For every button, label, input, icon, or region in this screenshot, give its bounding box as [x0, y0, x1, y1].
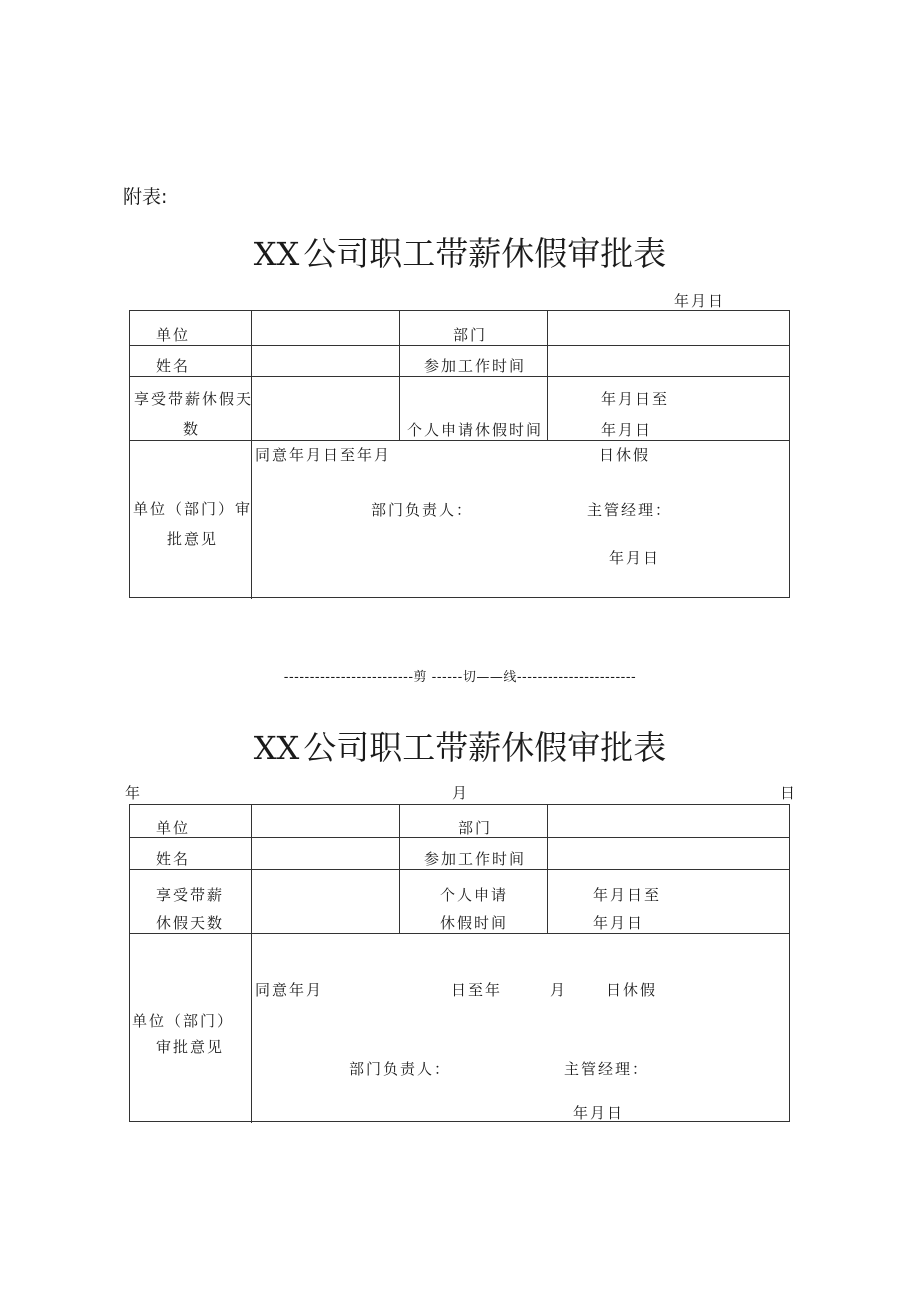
- form2-table: [129, 804, 790, 1122]
- form2-date-from: 年月日至: [593, 886, 662, 904]
- appendix-label: 附表:: [123, 186, 168, 208]
- form1-agree-text: 同意年月日至年月: [255, 446, 392, 464]
- form2-name-label: 姓名: [156, 850, 191, 868]
- form2-date-year: 年: [125, 784, 143, 802]
- form2-request-label-line1: 个人申请: [440, 886, 509, 904]
- form1-request-time-label: 个人申请休假时间: [407, 421, 544, 439]
- form2-approval-label-line1: 单位（部门）: [132, 1012, 235, 1030]
- form2-sign-date: 年月日: [573, 1104, 625, 1122]
- form2-unit-label: 单位: [156, 819, 191, 837]
- form1-title-main: 公司职工带薪休假审批表: [303, 234, 667, 273]
- form2-dept-head-label: 部门负责人：: [349, 1060, 452, 1078]
- form1-agree-tail: 日休假: [599, 446, 651, 464]
- form1-col-divider: [399, 311, 400, 440]
- form2-date-to: 年月日: [593, 914, 645, 932]
- form2-date-day: 日: [780, 784, 798, 802]
- form2-request-label-line2: 休假时间: [440, 914, 509, 932]
- form2-manager-label: 主管经理：: [564, 1060, 650, 1078]
- form1-work-start-label: 参加工作时间: [424, 357, 527, 375]
- form2-agree-part1: 同意年月: [255, 981, 324, 999]
- form1-col-divider: [547, 311, 548, 440]
- form1-paid-days-label-line1: 享受带薪休假天: [134, 390, 254, 408]
- form1-row-divider: [130, 345, 789, 346]
- form2-date-month: 月: [452, 784, 470, 802]
- form1-dept-head-label: 部门负责人：: [371, 501, 474, 519]
- form2-col-divider: [547, 805, 548, 933]
- form2-row-divider: [130, 869, 789, 870]
- form1-approval-label-line1: 单位（部门）审: [133, 500, 253, 518]
- form2-paid-days-label-line1: 享受带薪: [156, 886, 225, 904]
- form1-unit-label: 单位: [156, 326, 191, 344]
- form1-table: [129, 310, 790, 598]
- form2-approval-label-line2: 审批意见: [156, 1038, 225, 1056]
- form2-col-divider: [251, 805, 252, 1123]
- form2-department-label: 部门: [458, 819, 493, 837]
- form1-paid-days-label-line2: 数: [183, 420, 201, 438]
- form1-date-to: 年月日: [601, 421, 653, 439]
- cut-line: -------------------------剪 ------切——线-----------------------: [283, 670, 637, 685]
- form1-title-prefix: XX: [253, 235, 300, 273]
- form2-agree-part3: 月: [550, 981, 568, 999]
- form1-manager-label: 主管经理：: [587, 501, 673, 519]
- form1-row-divider: [130, 440, 789, 441]
- form1-title: [0, 228, 920, 275]
- form1-name-label: 姓名: [156, 357, 191, 375]
- form2-col-divider: [399, 805, 400, 933]
- form1-sign-date: 年月日: [609, 549, 661, 567]
- form2-title-main: 公司职工带薪休假审批表: [303, 728, 667, 767]
- form1-col-divider: [251, 311, 252, 599]
- form2-agree-part2: 日至年: [451, 981, 503, 999]
- form2-row-divider: [130, 933, 789, 934]
- form2-paid-days-label-line2: 休假天数: [156, 914, 225, 932]
- form1-approval-label-line2: 批意见: [167, 530, 219, 548]
- form1-date-header: 年月日: [674, 292, 726, 310]
- form1-department-label: 部门: [453, 326, 488, 344]
- form2-agree-part4: 日休假: [606, 981, 658, 999]
- form1-row-divider: [130, 376, 789, 377]
- form1-date-from: 年月日至: [601, 390, 670, 408]
- form2-title: [0, 722, 920, 769]
- form2-work-start-label: 参加工作时间: [424, 850, 527, 868]
- form2-title-prefix: XX: [253, 729, 300, 767]
